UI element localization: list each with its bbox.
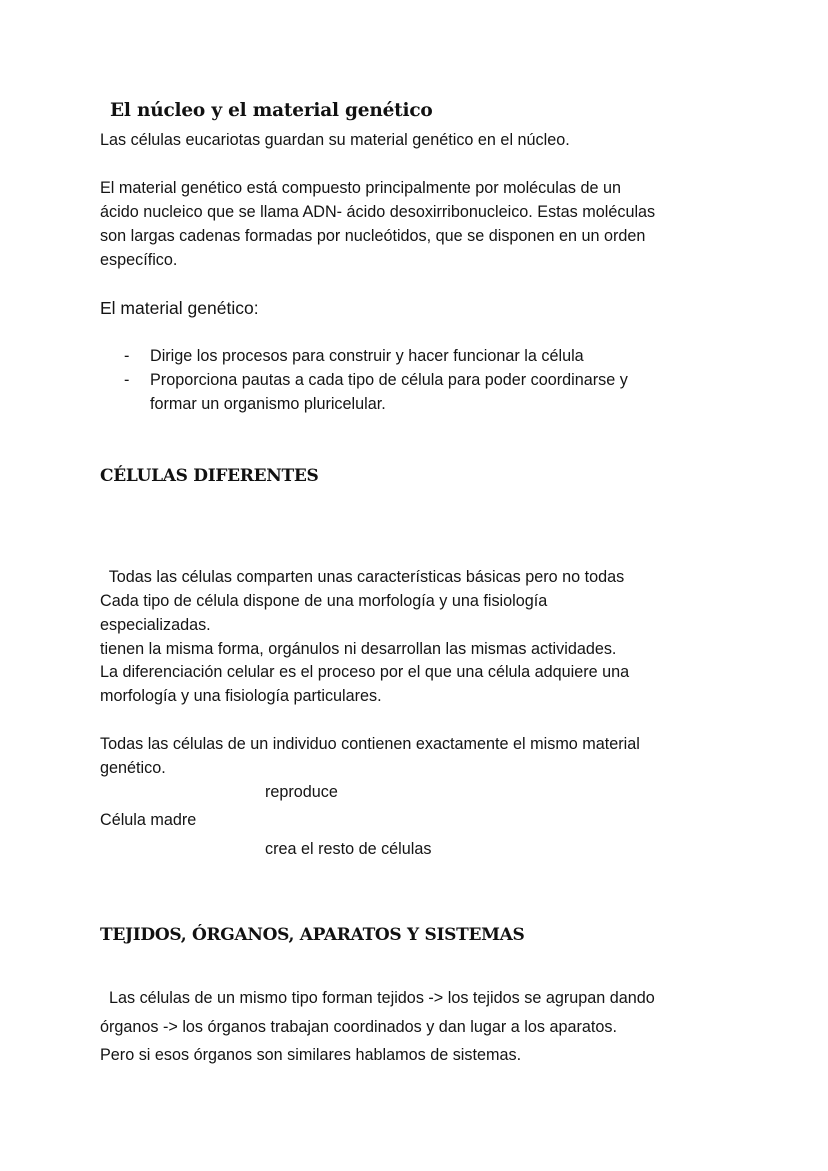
text-line: morfología y una fisiología particulares.: [100, 687, 382, 705]
text-line: ácido nucleico que se llama ADN- ácido desoxirribonucleico. Estas moléculas: [100, 203, 656, 221]
list-item: [100, 368, 740, 416]
paragraph-lead: [100, 296, 740, 320]
paragraph-morfologia: [100, 589, 740, 637]
text-line: especializadas.: [100, 616, 211, 634]
text-line: Pero si esos órganos son similares hablamos de sistemas.: [100, 1046, 522, 1064]
diagram-label-reproduce: reproduce: [265, 783, 338, 801]
text-line: Proporciona pautas a cada tipo de célula para poder coordinarse y: [150, 371, 628, 389]
text-line: son largas cadenas formadas por nucleótidos, que se disponen en un orden: [100, 227, 646, 245]
text-line: Todas las células de un individuo contienen exactamente el mismo material: [100, 735, 640, 753]
text-line: órganos -> los órganos trabajan coordinados y dan lugar a los aparatos.: [100, 1017, 617, 1036]
section-title-celulas-diferentes: CÉLULAS DIFERENTES: [100, 466, 319, 486]
diagram-label-crea-resto: crea el resto de células: [265, 840, 432, 858]
text-line: genético.: [100, 759, 166, 777]
bullet-dash: -: [124, 347, 130, 365]
text-line: formar un organismo pluricelular.: [150, 395, 386, 413]
text-line: Las células de un mismo tipo forman tejidos -> los tejidos se agrupan dando: [100, 989, 655, 1007]
bullet-dash: -: [124, 371, 130, 389]
list-item: [100, 344, 740, 368]
text-line: Dirige los procesos para construir y hacer funcionar la célula: [150, 347, 584, 365]
text-line: Cada tipo de célula dispone de una morfología y una fisiología: [100, 592, 548, 610]
bullet-list: [100, 344, 740, 416]
text-line: La diferenciación celular es el proceso por el que una célula adquiere una: [100, 663, 630, 681]
text-line: Las células eucariotas guardan su material genético en el núcleo.: [100, 131, 570, 149]
paragraph-material-genetico: [100, 732, 740, 780]
text-line: El material genético:: [100, 298, 259, 318]
text-line: específico.: [100, 251, 178, 269]
paragraph-tejidos: [100, 984, 740, 1070]
text-line: El material genético está compuesto principalmente por moléculas de un: [100, 179, 621, 197]
paragraph-adn: [100, 176, 740, 272]
paragraph-diferenciacion: [100, 660, 740, 708]
paragraph-intro: [100, 128, 740, 152]
section-title-nucleo: El núcleo y el material genético: [110, 100, 433, 121]
text-line: Todas las células comparten unas características básicas pero no todas: [100, 568, 625, 586]
diagram-label-celula-madre: Célula madre: [100, 811, 197, 829]
section-title-tejidos: TEJIDOS, ÓRGANOS, APARATOS Y SISTEMAS: [100, 925, 525, 945]
text-line: tienen la misma forma, orgánulos ni desarrollan las mismas actividades.: [100, 640, 617, 658]
